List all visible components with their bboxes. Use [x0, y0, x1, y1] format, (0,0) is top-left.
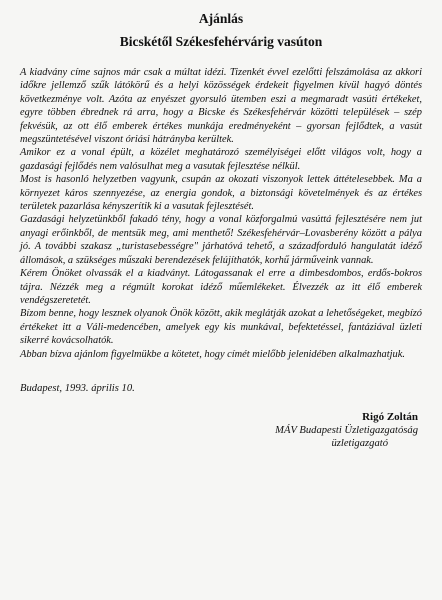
- signature-role: üzletigazgató: [331, 438, 388, 450]
- signature-name: Rigó Zoltán: [362, 410, 418, 423]
- body-text: [20, 66, 422, 361]
- signature-block: [20, 410, 422, 451]
- paragraph: Abban bízva ajánlom figyelmükbe a kötetet, hogy címét mielőbb jelenidében alkalmazhatjuk.: [20, 348, 405, 360]
- paragraph: Bízom benne, hogy lesznek olyanok Önök között, akik meglátják azokat a lehetőségeket, megbízó értékeket itt a Váli-medencében, amelyek egy kis munkával, befektetéssel, fantáziával üzleti sikerré kovácsolhatók.: [20, 308, 422, 347]
- paragraph: Gazdasági helyzetünkből fakadó tény, hogy a vonal közforgalmú vasúttá fejlesztésére nem jut anyagi erőinkből, de mentsük meg, ami menthető! Székesfehérvár–Lovasberény között a pálya jó. A további szakasz „turistasebességre" járhatóvá tehető, a századforduló hangulatát idéző állomások, a szükséges műszaki berendezések felújíthatók, korhű járműveink vannak.: [20, 214, 422, 266]
- page-subtitle: Bicskétől Székesfehérvárig vasúton: [119, 34, 323, 49]
- paragraph: A kiadvány címe sajnos már csak a múltat idézi. Tizenkét évvel ezelőtti felszámolása az akkori időkre jellemző szűk látókörű és a helyi közösségek érdekeit figyelmen kívül hagyó döntés következménye volt. Azóta az enyészet gyorsuló ütemben eszi a megmaradt vasúti értékeket, egyre többen ébrednek rá arra, hogy a Bicske és Székesfehérvár közötti települések – szép fekvésük, az ott élő emberek értékes munkája eredményeként – gyorsan fejlődtek, a vasút megszüntetésével viszont óriási hátrányba kerültek.: [20, 67, 422, 146]
- page-title: Ajánlás: [198, 11, 244, 26]
- paragraph: Most is hasonló helyzetben vagyunk, csupán az okozati viszonyok lettek áttételesebbek. Ma a környezet káros szennyezése, az energia gondok, a biztonsági követelmények és az értékes területek pazarlása kényszerítik ki a vasutak fejlesztését.: [20, 174, 422, 213]
- signature-organization: MÁV Budapesti Üzletigazgatóság: [275, 424, 418, 436]
- paragraph: Amikor ez a vonal épült, a közélet meghatározó személyiségei előtt világos volt, hogy a gazdasági fejlődés nem valósulhat meg a vasutak fejlesztése nélkül.: [20, 147, 422, 172]
- date-line: Budapest, 1993. április 10.: [20, 382, 135, 394]
- paragraph: Kérem Önöket olvassák el a kiadványt. Látogassanak el erre a dimbesdombos, erdős-bokros tájra. Nézzék meg a régmúlt korokat idéző műemlékeket. Élvezzék az itt élő emberek vendégszeretetét.: [20, 268, 422, 306]
